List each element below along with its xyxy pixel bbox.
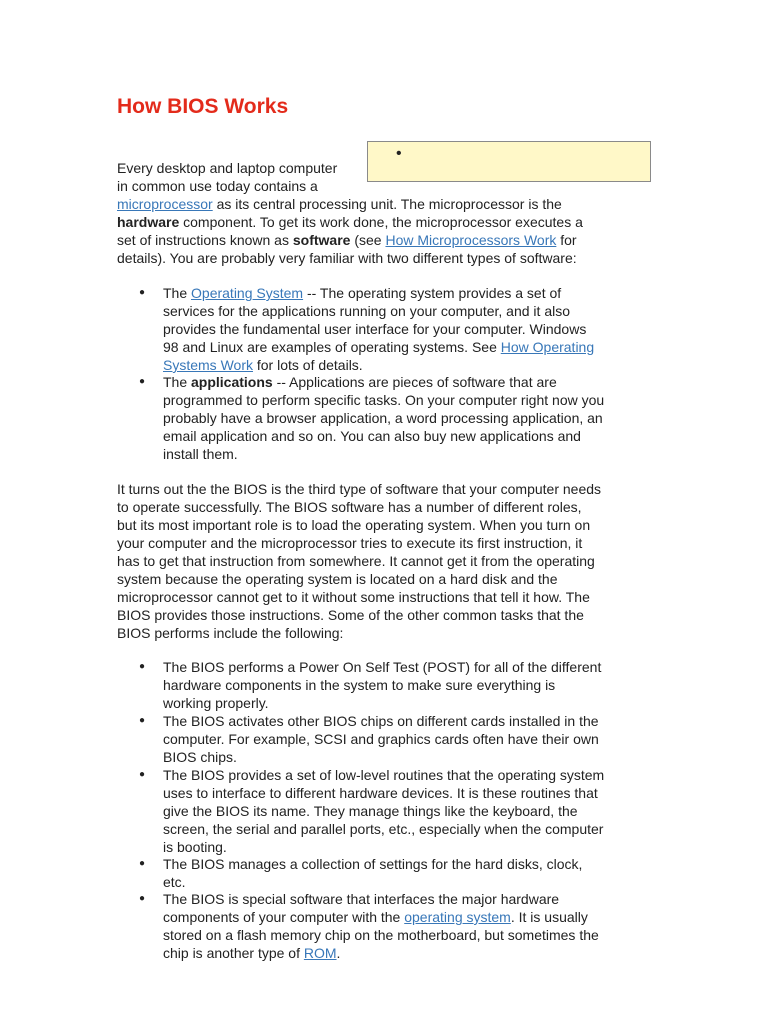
intro-line: Every desktop and laptop computer [117,160,338,176]
intro-text: set of instructions known as [117,232,293,248]
intro-text: for [556,232,577,248]
list-line [163,356,653,374]
list-item [139,284,653,374]
hardware-bold: hardware [117,214,180,230]
para-line: system because the operating system is located on a hard disk and the [117,571,558,587]
intro-line [117,195,562,213]
intro-text: as its central processing unit. The microprocessor is the [212,196,562,212]
list-line [163,908,653,926]
para-line: It turns out the the BIOS is the third type of software that your computer needs [117,481,602,497]
sidebox-bullet: • [396,145,402,162]
intro-text: component. To get its work done, the microprocessor executes a [179,214,583,230]
bullet: ● [139,858,146,869]
list-line: working properly. [163,695,269,711]
applications-bold: applications [191,374,273,390]
list-line: probably have a browser application, a word processing application, an [163,410,603,426]
para-line: BIOS provides those instructions. Some of the other common tasks that the [117,607,584,623]
list-text: chip is another type of [163,945,304,961]
rom-link[interactable]: ROM [303,945,337,961]
list-line: etc. [163,874,186,890]
list-line: The BIOS is special software that interfaces the major hardware [163,891,560,907]
list-line: email application and so on. You can also buy new applications and [163,428,581,444]
para-line: but its most important role is to load the operating system. When you turn on [117,517,591,533]
list-text: for lots of details. [252,357,363,373]
para-line: has to get that instruction from somewhere. It cannot get it from the operating [117,553,595,569]
list-text: -- Applications are pieces of software that are [272,374,557,390]
list-text: 98 and Linux are examples of operating systems. See [163,339,501,355]
intro-text: (see [350,232,386,248]
list-item [139,658,653,712]
para-line: BIOS performs include the following: [117,625,344,641]
list-line: stored on a flash memory chip on the motherboard, but sometimes the [163,927,599,943]
list-item [139,890,653,962]
para-line: your computer and the microprocessor tries to execute its first instruction, it [117,535,583,551]
operating-system-link-2[interactable]: operating system [404,909,511,925]
intro-line [117,231,577,249]
list-line: programmed to perform specific tasks. On your computer right now you [163,392,605,408]
list-line: The BIOS manages a collection of settings for the hard disks, clock, [163,856,583,872]
intro-line: in common use today contains a [117,178,318,194]
list-item [139,766,653,856]
list-line: provides the fundamental user interface for your computer. Windows [163,321,587,337]
list-text: -- The operating system provides a set of [303,285,562,301]
bullet: ● [139,715,146,726]
list-line: is booting. [163,839,227,855]
page-title: How BIOS Works [117,95,289,118]
list-item [139,373,653,463]
list-line: install them. [163,446,238,462]
list-text: . It is usually [510,909,588,925]
list-text: The [163,285,192,301]
list-item [139,712,653,766]
list-text: components of your computer with the [163,909,405,925]
intro-line: details). You are probably very familiar with two different types of software: [117,250,577,266]
list-line: uses to interface to different hardware devices. It is these routines that [163,785,598,801]
bullet: ● [139,287,146,298]
list-line [163,338,653,356]
how-microprocessors-work-link[interactable]: How Microprocessors Work [385,232,557,248]
bullet: ● [139,376,146,387]
list-line [163,373,653,391]
para-line: microprocessor cannot get to it without some instructions that tell it how. The [117,589,590,605]
list-line: The BIOS performs a Power On Self Test (POST) for all of the different [163,659,602,675]
bios-paragraph [117,480,677,642]
list-line [163,284,653,302]
list-line [163,944,653,962]
list-text: . [336,945,341,961]
list-line: screen, the serial and parallel ports, etc., especially when the computer [163,821,604,837]
list-item [139,855,653,891]
software-bold: software [292,232,351,248]
operating-system-link[interactable]: Operating System [191,285,304,301]
list-line: computer. For example, SCSI and graphics cards often have their own [163,731,599,747]
para-line: to operate successfully. The BIOS software has a number of different roles, [117,499,582,515]
list-line: hardware components in the system to make sure everything is [163,677,556,693]
sidebar-box [367,141,651,182]
list-line: services for the applications running on your computer, and it also [163,303,571,319]
list-line: The BIOS provides a set of low-level routines that the operating system [163,767,605,783]
list-line: give the BIOS its name. They manage things like the keyboard, the [163,803,578,819]
how-operating-systems-work-link-cont[interactable]: Systems Work [163,357,253,373]
list-line: The BIOS activates other BIOS chips on different cards installed in the [163,713,599,729]
bullet: ● [139,769,146,780]
intro-line [117,213,583,231]
how-operating-systems-work-link[interactable]: How Operating [500,339,595,355]
microprocessor-link[interactable]: microprocessor [117,196,213,212]
list-line: BIOS chips. [163,749,237,765]
bullet: ● [139,661,146,672]
list-text: The [163,374,192,390]
bullet: ● [139,893,146,904]
